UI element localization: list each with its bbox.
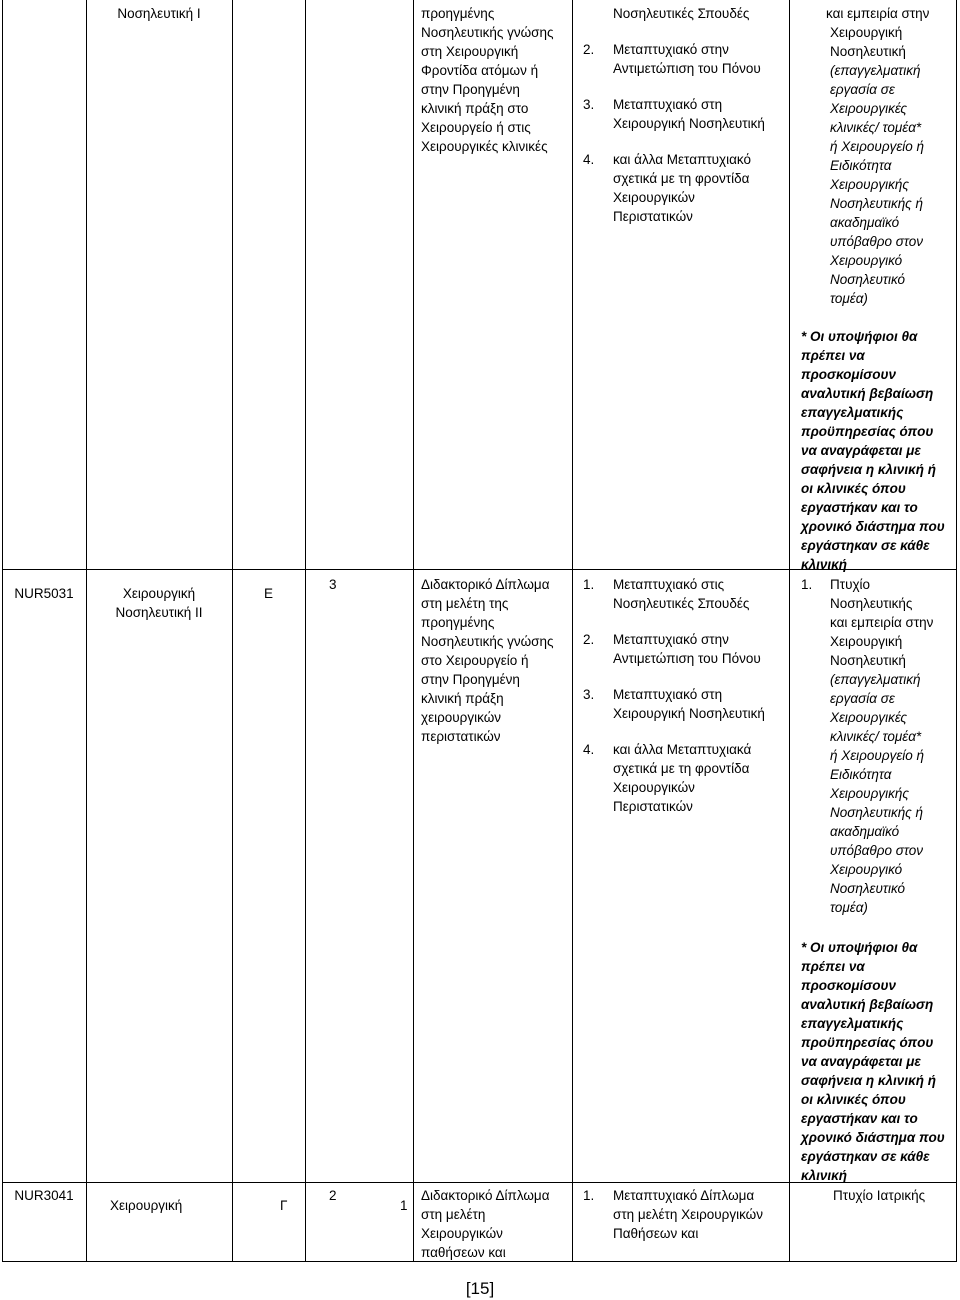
list-item — [583, 740, 788, 816]
text-line: χρονικό διάστημα που — [801, 519, 945, 534]
text-line: σαφήνεια η κλινική ή — [801, 462, 936, 477]
list-number: 2. — [583, 632, 595, 647]
list-number: 3. — [583, 97, 595, 112]
text-line: υπόβαθρο στον — [830, 234, 923, 249]
text-line: Μεταπτυχιακό στη — [613, 687, 723, 702]
list-item — [583, 1186, 788, 1243]
text-line: κλινική — [801, 557, 848, 572]
postgraduate-list — [583, 575, 788, 833]
text-line: στη Χειρουργική — [421, 44, 519, 59]
text-line: και άλλα Μεταπτυχιακά — [613, 742, 752, 757]
text-line: * Οι υποψήφιοι θα — [801, 329, 918, 344]
text-line: κλινικές/ τομέα* — [830, 120, 922, 135]
requirements-text: Πτυχίο Ιατρικής — [833, 1188, 926, 1203]
text-line: στη μελέτη Χειρουργικών — [613, 1207, 763, 1222]
text-line: (επαγγελματική — [830, 672, 921, 687]
page-number: [15] — [465, 1279, 495, 1298]
text-line: κλινική — [801, 1168, 848, 1183]
text-line: επαγγελματικής — [801, 1016, 904, 1031]
text-line: Χειρουργικής — [830, 786, 909, 801]
text-line: Νοσηλευτικής γνώσης — [421, 25, 554, 40]
list-number: 1. — [583, 577, 595, 592]
text-line: προϋπηρεσίας όπου — [801, 424, 934, 439]
text-line: Διδακτορικό Δίπλωμα — [421, 1188, 550, 1203]
text-line: αναλυτική βεβαίωση — [801, 386, 934, 401]
extra-marker: 1 — [400, 1198, 408, 1213]
text-line: Χειρουργική — [830, 634, 903, 649]
text-line: εργασία σε — [830, 691, 895, 706]
text-line: αναλυτική βεβαίωση — [801, 997, 934, 1012]
text-line: τομέα) — [830, 291, 868, 306]
text-line: Μεταπτυχιακό στη — [613, 97, 723, 112]
list-item — [583, 40, 788, 78]
column-divider — [789, 0, 790, 1262]
text-line: Χειρουργικών — [613, 780, 695, 795]
text-line: Περιστατικών — [613, 799, 693, 814]
text-line: * Οι υποψήφιοι θα — [801, 940, 918, 955]
text-line: πρέπει να — [801, 348, 865, 363]
text-line: κλινικές/ τομέα* — [830, 729, 922, 744]
requirement-number: 1. — [801, 577, 813, 592]
text-line: Νοσηλευτικό — [830, 881, 906, 896]
text-line: Φροντίδα ατόμων ή — [421, 63, 539, 78]
text-line: Χειρουργικές — [830, 101, 907, 116]
text-line: Νοσηλευτικής ή — [830, 805, 923, 820]
text-line: επαγγελματικής — [801, 405, 904, 420]
list-item — [583, 4, 788, 23]
text-line: εργαστήκαν και το — [801, 500, 918, 515]
text-line: Νοσηλευτική — [830, 653, 906, 668]
text-line: περιστατικών — [421, 729, 501, 744]
text-line: στη μελέτη της — [421, 596, 509, 611]
text-line: Ειδικότητα — [830, 767, 892, 782]
text-line: Νοσηλευτικές Σπουδές — [613, 596, 750, 611]
text-line: οι κλινικές όπου — [801, 1092, 906, 1107]
text-line: Διδακτορικό Δίπλωμα — [421, 577, 550, 592]
text-line: Χειρουργική — [830, 25, 903, 40]
list-item — [583, 630, 788, 668]
text-line: Νοσηλευτικό — [830, 272, 906, 287]
course-code: NUR3041 — [14, 1188, 74, 1203]
text-line: να αναγράφεται με — [801, 1054, 921, 1069]
text-line: υπόβαθρο στον — [830, 843, 923, 858]
text-line: στη μελέτη — [421, 1207, 486, 1222]
text-line: Χειρουργικό — [830, 253, 903, 268]
table-border-left — [2, 0, 3, 1262]
course-name: Νοσηλευτική Ι — [117, 6, 201, 21]
text-line: προηγμένης — [421, 615, 495, 630]
ects: 3 — [329, 577, 337, 592]
text-line: κλινική πράξη — [421, 691, 504, 706]
text-line: Χειρουργικής — [830, 177, 909, 192]
text-line: εργασία σε — [830, 82, 895, 97]
column-divider — [572, 0, 573, 1262]
text-line: Μεταπτυχιακό στην — [613, 632, 729, 647]
list-item — [583, 685, 788, 723]
text-line: προσκομίσουν — [801, 978, 896, 993]
requirements-text — [826, 4, 955, 308]
text-line: σαφήνεια η κλινική ή — [801, 1073, 936, 1088]
text-line: στην Προηγμένη — [421, 82, 520, 97]
text-line: προϋπηρεσίας όπου — [801, 1035, 934, 1050]
text-line: στην Προηγμένη — [421, 672, 520, 687]
text-line: και άλλα Μεταπτυχιακό — [613, 152, 752, 167]
note-text — [801, 938, 956, 1185]
list-item — [583, 150, 788, 226]
course-description — [421, 575, 571, 746]
requirements-text — [830, 575, 955, 917]
list-item — [583, 95, 788, 133]
text-line: κλινική πράξη στο — [421, 101, 529, 116]
text-line: Νοσηλευτική — [830, 44, 906, 59]
table-border-right — [956, 0, 957, 1262]
column-divider — [305, 0, 306, 1262]
text-line: Μεταπτυχιακό Δίπλωμα — [613, 1188, 755, 1203]
text-line: εργαστήκαν και το — [801, 1111, 918, 1126]
text-line: οι κλινικές όπου — [801, 481, 906, 496]
text-line: παθήσεων και — [421, 1245, 506, 1260]
text-line: Νοσηλευτικής — [830, 596, 913, 611]
course-code: NUR5031 — [14, 586, 74, 601]
text-line: σχετικά με τη φροντίδα — [613, 171, 750, 186]
text-line: να αναγράφεται με — [801, 443, 921, 458]
course-description — [421, 1186, 571, 1262]
text-line: προηγμένης — [421, 6, 495, 21]
text-line: Πτυχίο — [830, 577, 871, 592]
text-line: Χειρουργικές — [830, 710, 907, 725]
text-line: Αντιμετώπιση του Πόνου — [613, 651, 761, 666]
text-line: Χειρουργική Νοσηλευτική — [613, 706, 765, 721]
text-line: Νοσηλευτική ΙΙ — [115, 605, 203, 620]
text-line: Χειρουργικές κλινικές — [421, 139, 548, 154]
list-number: 2. — [583, 42, 595, 57]
semester: Ε — [264, 586, 274, 601]
list-item — [583, 575, 788, 613]
column-divider — [86, 0, 87, 1262]
text-line: Αντιμετώπιση του Πόνου — [613, 61, 761, 76]
text-line: Χειρουργικών — [613, 190, 695, 205]
text-line: Χειρουργείο ή στις — [421, 120, 531, 135]
text-line: Νοσηλευτικές Σπουδές — [613, 6, 750, 21]
list-number: 1. — [583, 1188, 595, 1203]
text-line: (επαγγελματική — [830, 63, 921, 78]
text-line: Χειρουργική Νοσηλευτική — [613, 116, 765, 131]
text-line: Νοσηλευτικής γνώσης — [421, 634, 554, 649]
course-name: Χειρουργική — [110, 1198, 183, 1213]
text-line: Παθήσεων και — [613, 1226, 699, 1241]
text-line: στο Χειρουργείο ή — [421, 653, 529, 668]
semester: Γ — [280, 1198, 288, 1213]
postgraduate-list — [583, 4, 788, 243]
text-line: και εμπειρία στην — [826, 6, 930, 21]
postgraduate-list — [583, 1186, 788, 1260]
column-divider — [232, 0, 233, 1262]
text-line: χρονικό διάστημα που — [801, 1130, 945, 1145]
text-line: και εμπειρία στην — [830, 615, 934, 630]
text-line: Μεταπτυχιακό στις — [613, 577, 725, 592]
text-line: Περιστατικών — [613, 209, 693, 224]
text-line: ή Χειρουργείο ή — [830, 139, 925, 154]
text-line: ακαδημαϊκό — [830, 215, 900, 230]
text-line: πρέπει να — [801, 959, 865, 974]
text-line: προσκομίσουν — [801, 367, 896, 382]
list-number: 3. — [583, 687, 595, 702]
text-line: χειρουργικών — [421, 710, 501, 725]
list-number: 4. — [583, 152, 595, 167]
text-line: Νοσηλευτικής ή — [830, 196, 923, 211]
text-line: Χειρουργική — [122, 586, 196, 601]
column-divider — [413, 0, 414, 1262]
course-name — [88, 584, 230, 622]
text-line: ακαδημαϊκό — [830, 824, 900, 839]
text-line: σχετικά με τη φροντίδα — [613, 761, 750, 776]
text-line: τομέα) — [830, 900, 868, 915]
text-line: εργάστηκαν σε κάθε — [801, 1149, 930, 1164]
text-line: Χειρουργικό — [830, 862, 903, 877]
ects: 2 — [329, 1188, 337, 1203]
text-line: εργάστηκαν σε κάθε — [801, 538, 930, 553]
list-number: 4. — [583, 742, 595, 757]
course-description — [421, 4, 571, 156]
text-line: Μεταπτυχιακό στην — [613, 42, 729, 57]
text-line: ή Χειρουργείο ή — [830, 748, 925, 763]
text-line: Ειδικότητα — [830, 158, 892, 173]
text-line: Χειρουργικών — [421, 1226, 503, 1241]
note-text — [801, 327, 956, 574]
